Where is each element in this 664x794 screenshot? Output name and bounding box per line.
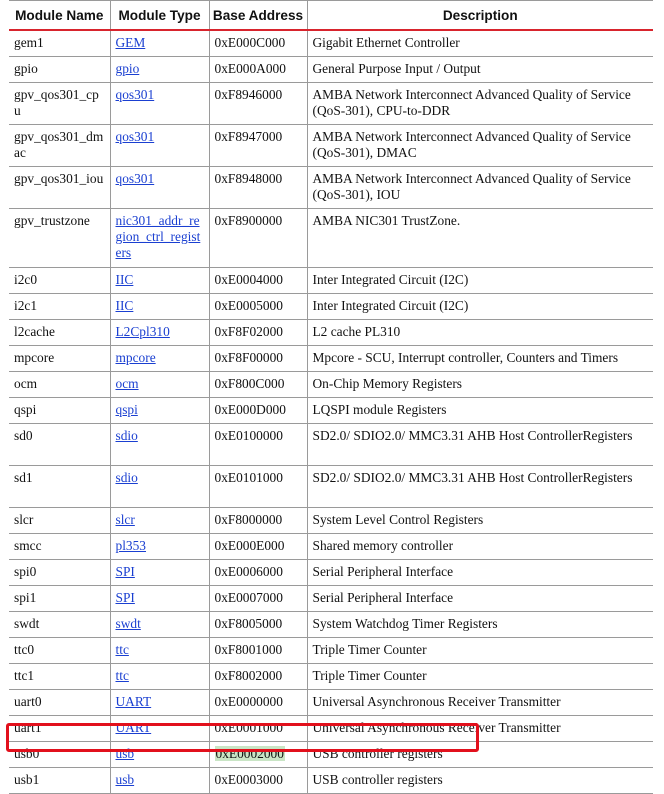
description-cell: SD2.0/ SDIO2.0/ MMC3.31 AHB Host ControllerRegisters — [307, 424, 653, 466]
highlighted-base-address: 0xE0002000 — [215, 746, 284, 761]
module-type-cell — [110, 57, 209, 83]
module-type-link[interactable]: GEM — [115, 35, 146, 50]
table-row — [9, 716, 653, 742]
module-type-cell — [110, 30, 209, 57]
module-type-link[interactable]: SPI — [115, 590, 135, 605]
base-address-cell: 0xF8001000 — [209, 638, 307, 664]
base-address-cell: 0xF8000000 — [209, 508, 307, 534]
description-cell: AMBA NIC301 TrustZone. — [307, 209, 653, 268]
module-type-cell — [110, 209, 209, 268]
table-row — [9, 466, 653, 508]
table-row — [9, 638, 653, 664]
module-name-cell: usb0 — [9, 742, 110, 768]
description-cell: AMBA Network Interconnect Advanced Quality of Service (QoS-301), CPU-to-DDR — [307, 83, 653, 125]
column-header-module-type: Module Type — [110, 1, 209, 31]
table-row — [9, 768, 653, 794]
base-address-cell — [209, 742, 307, 768]
module-name-cell: i2c0 — [9, 268, 110, 294]
module-name-cell: uart0 — [9, 690, 110, 716]
description-cell: General Purpose Input / Output — [307, 57, 653, 83]
description-cell: LQSPI module Registers — [307, 398, 653, 424]
table-header-row — [9, 1, 653, 31]
module-type-link[interactable]: usb — [115, 772, 135, 787]
base-address-cell: 0xE0005000 — [209, 294, 307, 320]
module-type-link[interactable]: slcr — [115, 512, 135, 527]
module-type-cell — [110, 424, 209, 466]
description-cell: Serial Peripheral Interface — [307, 586, 653, 612]
description-cell: On-Chip Memory Registers — [307, 372, 653, 398]
base-address-cell: 0xE0000000 — [209, 690, 307, 716]
module-name-cell: i2c1 — [9, 294, 110, 320]
base-address-cell: 0xE0006000 — [209, 560, 307, 586]
module-type-cell — [110, 664, 209, 690]
table-row — [9, 83, 653, 125]
base-address-cell: 0xF8F00000 — [209, 346, 307, 372]
module-name-cell: uart1 — [9, 716, 110, 742]
module-type-link[interactable]: ocm — [115, 376, 139, 391]
base-address-cell: 0xE0003000 — [209, 768, 307, 794]
module-type-link[interactable]: pl353 — [115, 538, 147, 553]
table-row — [9, 664, 653, 690]
module-type-cell — [110, 268, 209, 294]
module-type-link[interactable]: UART — [115, 720, 152, 735]
description-cell: SD2.0/ SDIO2.0/ MMC3.31 AHB Host ControllerRegisters — [307, 466, 653, 508]
module-name-cell: smcc — [9, 534, 110, 560]
base-address-cell: 0xE0001000 — [209, 716, 307, 742]
module-name-cell: mpcore — [9, 346, 110, 372]
description-cell: Mpcore - SCU, Interrupt controller, Counters and Timers — [307, 346, 653, 372]
base-address-cell: 0xE0004000 — [209, 268, 307, 294]
table-row — [9, 690, 653, 716]
description-cell: Inter Integrated Circuit (I2C) — [307, 268, 653, 294]
module-name-cell: gpio — [9, 57, 110, 83]
module-type-cell — [110, 294, 209, 320]
table-row — [9, 320, 653, 346]
module-type-link[interactable]: IIC — [115, 272, 134, 287]
table-row — [9, 586, 653, 612]
description-cell: USB controller registers — [307, 742, 653, 768]
table-row — [9, 57, 653, 83]
module-type-cell — [110, 534, 209, 560]
table-row — [9, 346, 653, 372]
base-address-cell: 0xF8002000 — [209, 664, 307, 690]
module-type-link[interactable]: sdio — [115, 428, 138, 443]
column-header-description: Description — [307, 1, 653, 31]
table-row — [9, 125, 653, 167]
column-header-base-address: Base Address — [209, 1, 307, 31]
module-type-link[interactable]: ttc — [115, 668, 129, 683]
module-type-cell — [110, 346, 209, 372]
table-row — [9, 398, 653, 424]
module-type-cell — [110, 83, 209, 125]
module-type-cell — [110, 398, 209, 424]
base-address-cell: 0xE000C000 — [209, 30, 307, 57]
table-row — [9, 424, 653, 466]
module-name-cell: gpv_qos301_cpu — [9, 83, 110, 125]
module-type-link[interactable]: UART — [115, 694, 152, 709]
module-name-cell: l2cache — [9, 320, 110, 346]
module-type-cell — [110, 167, 209, 209]
module-name-cell: gem1 — [9, 30, 110, 57]
table-row — [9, 30, 653, 57]
module-type-cell — [110, 320, 209, 346]
module-name-cell: usb1 — [9, 768, 110, 794]
module-name-cell: qspi — [9, 398, 110, 424]
description-cell: AMBA Network Interconnect Advanced Quality of Service (QoS-301), IOU — [307, 167, 653, 209]
module-type-cell — [110, 612, 209, 638]
module-type-link[interactable]: L2Cpl310 — [115, 324, 170, 339]
description-cell: Serial Peripheral Interface — [307, 560, 653, 586]
module-type-cell — [110, 560, 209, 586]
module-type-cell — [110, 690, 209, 716]
base-address-cell: 0xF8948000 — [209, 167, 307, 209]
module-name-cell: ttc0 — [9, 638, 110, 664]
base-address-cell: 0xF8005000 — [209, 612, 307, 638]
module-name-cell: spi0 — [9, 560, 110, 586]
table-row — [9, 534, 653, 560]
base-address-cell: 0xF8900000 — [209, 209, 307, 268]
table-row — [9, 508, 653, 534]
module-name-cell: swdt — [9, 612, 110, 638]
base-address-cell: 0xE0007000 — [209, 586, 307, 612]
module-type-cell — [110, 508, 209, 534]
description-cell: USB controller registers — [307, 768, 653, 794]
description-cell: Triple Timer Counter — [307, 638, 653, 664]
module-type-cell — [110, 372, 209, 398]
module-type-link[interactable]: usb — [115, 746, 135, 761]
module-name-cell: gpv_qos301_dmac — [9, 125, 110, 167]
module-type-cell — [110, 466, 209, 508]
description-cell: System Level Control Registers — [307, 508, 653, 534]
module-type-cell — [110, 742, 209, 768]
description-cell: Universal Asynchronous Receiver Transmitter — [307, 690, 653, 716]
description-cell: Shared memory controller — [307, 534, 653, 560]
module-name-cell: gpv_qos301_iou — [9, 167, 110, 209]
module-type-link[interactable]: mpcore — [115, 350, 156, 365]
module-name-cell: ocm — [9, 372, 110, 398]
module-name-cell: ttc1 — [9, 664, 110, 690]
module-type-cell — [110, 716, 209, 742]
description-cell: AMBA Network Interconnect Advanced Quality of Service (QoS-301), DMAC — [307, 125, 653, 167]
base-address-cell: 0xF8947000 — [209, 125, 307, 167]
module-type-link[interactable]: IIC — [115, 298, 134, 313]
module-type-cell — [110, 638, 209, 664]
table-row — [9, 612, 653, 638]
module-type-link[interactable]: qos301 — [115, 87, 155, 102]
base-address-cell: 0xF800C000 — [209, 372, 307, 398]
module-type-link[interactable]: swdt — [115, 616, 141, 631]
module-name-cell: sd0 — [9, 424, 110, 466]
module-type-cell — [110, 586, 209, 612]
module-name-cell: sd1 — [9, 466, 110, 508]
column-header-module-name: Module Name — [9, 1, 110, 31]
table-row — [9, 294, 653, 320]
module-name-cell: gpv_trustzone — [9, 209, 110, 268]
description-cell: Gigabit Ethernet Controller — [307, 30, 653, 57]
table-row — [9, 560, 653, 586]
module-type-link[interactable]: nic301_addr_region_ctrl_registers — [115, 213, 201, 260]
module-register-table — [9, 0, 653, 794]
table-row — [9, 167, 653, 209]
module-type-link[interactable]: ttc — [115, 642, 129, 657]
table-row — [9, 268, 653, 294]
description-cell: Universal Asynchronous Receiver Transmitter — [307, 716, 653, 742]
base-address-cell: 0xE000D000 — [209, 398, 307, 424]
table-row-highlighted — [9, 742, 653, 768]
description-cell: Inter Integrated Circuit (I2C) — [307, 294, 653, 320]
base-address-cell: 0xE000E000 — [209, 534, 307, 560]
description-cell: Triple Timer Counter — [307, 664, 653, 690]
module-type-link[interactable]: qos301 — [115, 129, 155, 144]
module-type-cell — [110, 125, 209, 167]
description-cell: System Watchdog Timer Registers — [307, 612, 653, 638]
module-name-cell: slcr — [9, 508, 110, 534]
module-type-link[interactable]: qos301 — [115, 171, 155, 186]
description-cell: L2 cache PL310 — [307, 320, 653, 346]
module-type-link[interactable]: sdio — [115, 470, 138, 485]
module-type-link[interactable]: qspi — [115, 402, 138, 417]
module-type-cell — [110, 768, 209, 794]
module-type-link[interactable]: SPI — [115, 564, 135, 579]
base-address-cell: 0xE0100000 — [209, 424, 307, 466]
base-address-cell: 0xF8946000 — [209, 83, 307, 125]
module-type-link[interactable]: gpio — [115, 61, 140, 76]
base-address-cell: 0xF8F02000 — [209, 320, 307, 346]
table-row — [9, 372, 653, 398]
base-address-cell: 0xE000A000 — [209, 57, 307, 83]
base-address-cell: 0xE0101000 — [209, 466, 307, 508]
table-row — [9, 209, 653, 268]
module-name-cell: spi1 — [9, 586, 110, 612]
